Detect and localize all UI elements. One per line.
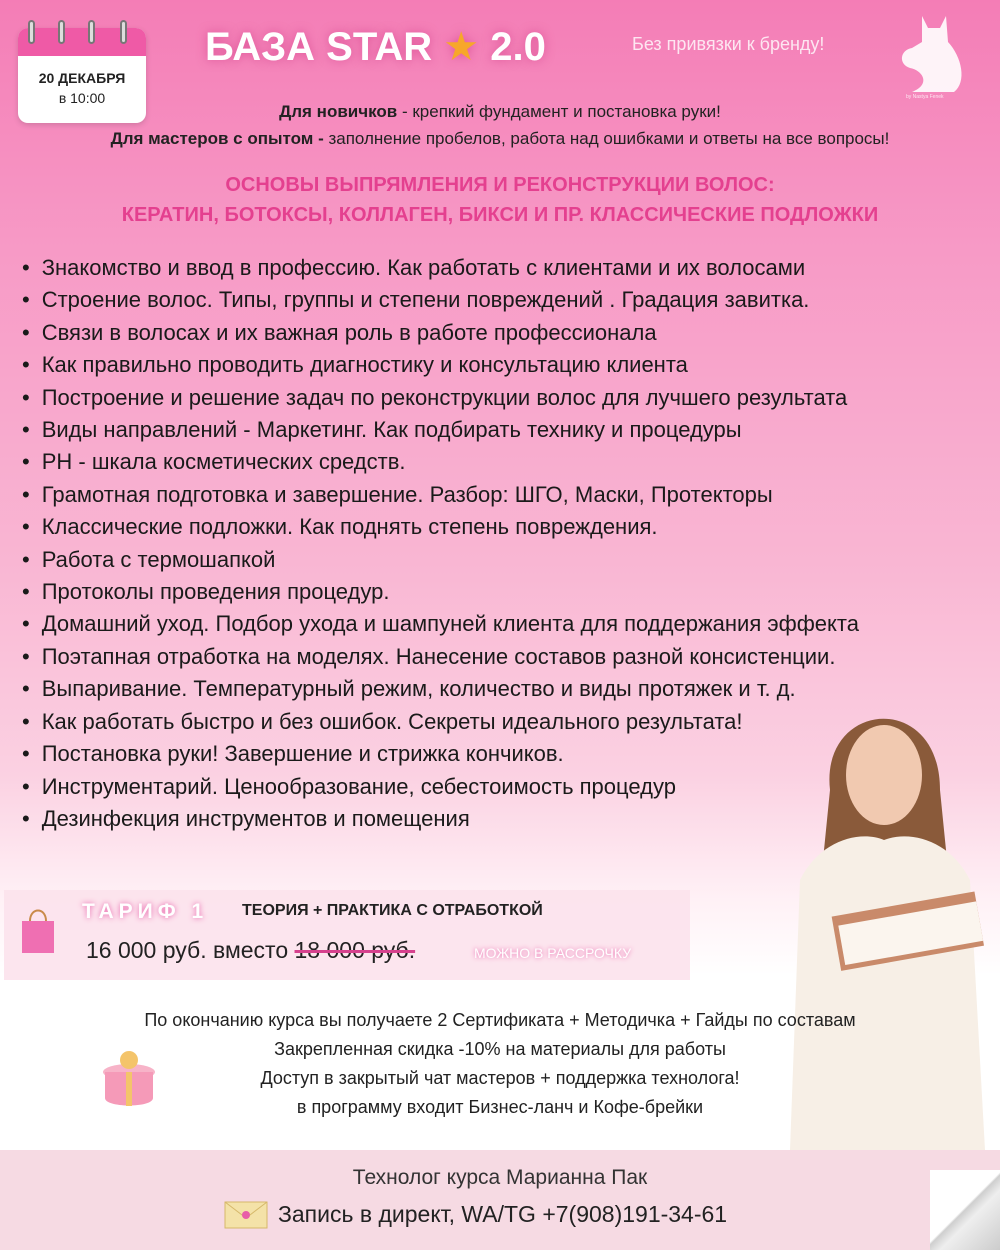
program-item: • Поэтапная отработка на моделях. Нанесение составов разной консистенции. (22, 641, 859, 673)
program-item: • Протоколы проведения процедур. (22, 576, 859, 608)
course-title: БАЗА STAR ★ 2.0 (205, 25, 546, 69)
program-item: • Связи в волосах и их важная роль в работе профессионала (22, 317, 859, 349)
tariff-name: ТАРИФ 1 (82, 900, 209, 923)
section-heading-1: ОСНОВЫ ВЫПРЯМЛЕНИЯ И РЕКОНСТРУКЦИИ ВОЛОС: (225, 174, 775, 196)
calendar-ring-icon (28, 20, 35, 44)
program-item: • Знакомство и ввод в профессию. Как работать с клиентами и их волосами (22, 252, 859, 284)
bonus-item: в программу входит Бизнес-ланч и Кофе-брейки (296, 1097, 704, 1117)
bonus-item: Закрепленная скидка -10% на материалы для работы (274, 1039, 726, 1059)
program-item: • PH - шкала косметических средств. (22, 446, 859, 478)
bonus-item: Доступ в закрытый чат мастеров + поддержка технолога! (260, 1068, 740, 1088)
program-list (22, 252, 859, 835)
program-item: • Инструментарий. Ценообразование, себестоимость процедур (22, 771, 859, 803)
old-price: 18 000 руб. (294, 937, 416, 963)
program-item: • Домашний уход. Подбор ухода и шампуней клиента для поддержания эффекта (22, 608, 859, 640)
program-item: • Грамотная подготовка и завершение. Разбор: ШГО, Маски, Протекторы (22, 479, 859, 511)
footer-band (0, 1150, 1000, 1250)
bonus-item: По окончанию курса вы получаете 2 Сертификата + Методичка + Гайды по составам (144, 1010, 856, 1030)
program-item: • Как правильно проводить диагностику и консультацию клиента (22, 349, 859, 381)
fox-logo-icon (892, 12, 970, 100)
intro-beginners: Для новичков - крепкий фундамент и постановка руки! (279, 102, 721, 121)
gift-box-icon (98, 1050, 160, 1108)
program-item: • Работа с термошапкой (22, 544, 859, 576)
program-item: • Строение волос. Типы, группы и степени повреждений . Градация завитка. (22, 284, 859, 316)
intro-experienced: Для мастеров с опытом - заполнение пробелов, работа над ошибками и ответы на все вопросы! (110, 129, 890, 148)
program-item: • Постановка руки! Завершение и стрижка кончиков. (22, 738, 859, 770)
tariff-price: 16 000 руб. вместо 18 000 руб. (86, 937, 416, 963)
calendar-ring-icon (88, 20, 95, 44)
program-item: • Дезинфекция инструментов и помещения (22, 803, 859, 835)
program-item: • Как работать быстро и без ошибок. Секреты идеального результата! (22, 706, 859, 738)
tagline: Без привязки к бренду! (632, 34, 825, 54)
program-item: • Построение и решение задач по реконструкции волос для лучшего результата (22, 382, 859, 414)
star-icon: ★ (443, 25, 480, 69)
program-item: • Виды направлений - Маркетинг. Как подбирать технику и процедуры (22, 414, 859, 446)
program-item: • Классические подложки. Как поднять степень повреждения. (22, 511, 859, 543)
event-time: в 10:00 (58, 90, 106, 106)
shopping-bag-icon (20, 905, 56, 955)
section-heading-2: КЕРАТИН, БОТОКСЫ, КОЛЛАГЕН, БИКСИ И ПР. КЛАССИЧЕСКИЕ ПОДЛОЖКИ (121, 204, 879, 226)
page-curl (930, 1170, 1000, 1250)
tariff-description: ТЕОРИЯ + ПРАКТИКА С ОТРАБОТКОЙ (242, 902, 543, 919)
installment-label: МОЖНО В РАССРОЧКУ (474, 945, 632, 961)
calendar-ring-icon (58, 20, 65, 44)
technologist-name: Технолог курса Марианна Пак (352, 1166, 648, 1189)
svg-text:by Nastya Fenek: by Nastya Fenek (906, 94, 944, 100)
calendar-ring-icon (120, 20, 127, 44)
event-date: 20 ДЕКАБРЯ (38, 70, 126, 86)
program-item: • Выпаривание. Температурный режим, количество и виды протяжек и т. д. (22, 673, 859, 705)
contact-info: Запись в директ, WA/TG +7(908)191-34-61 (278, 1201, 728, 1227)
envelope-icon (223, 1198, 269, 1230)
